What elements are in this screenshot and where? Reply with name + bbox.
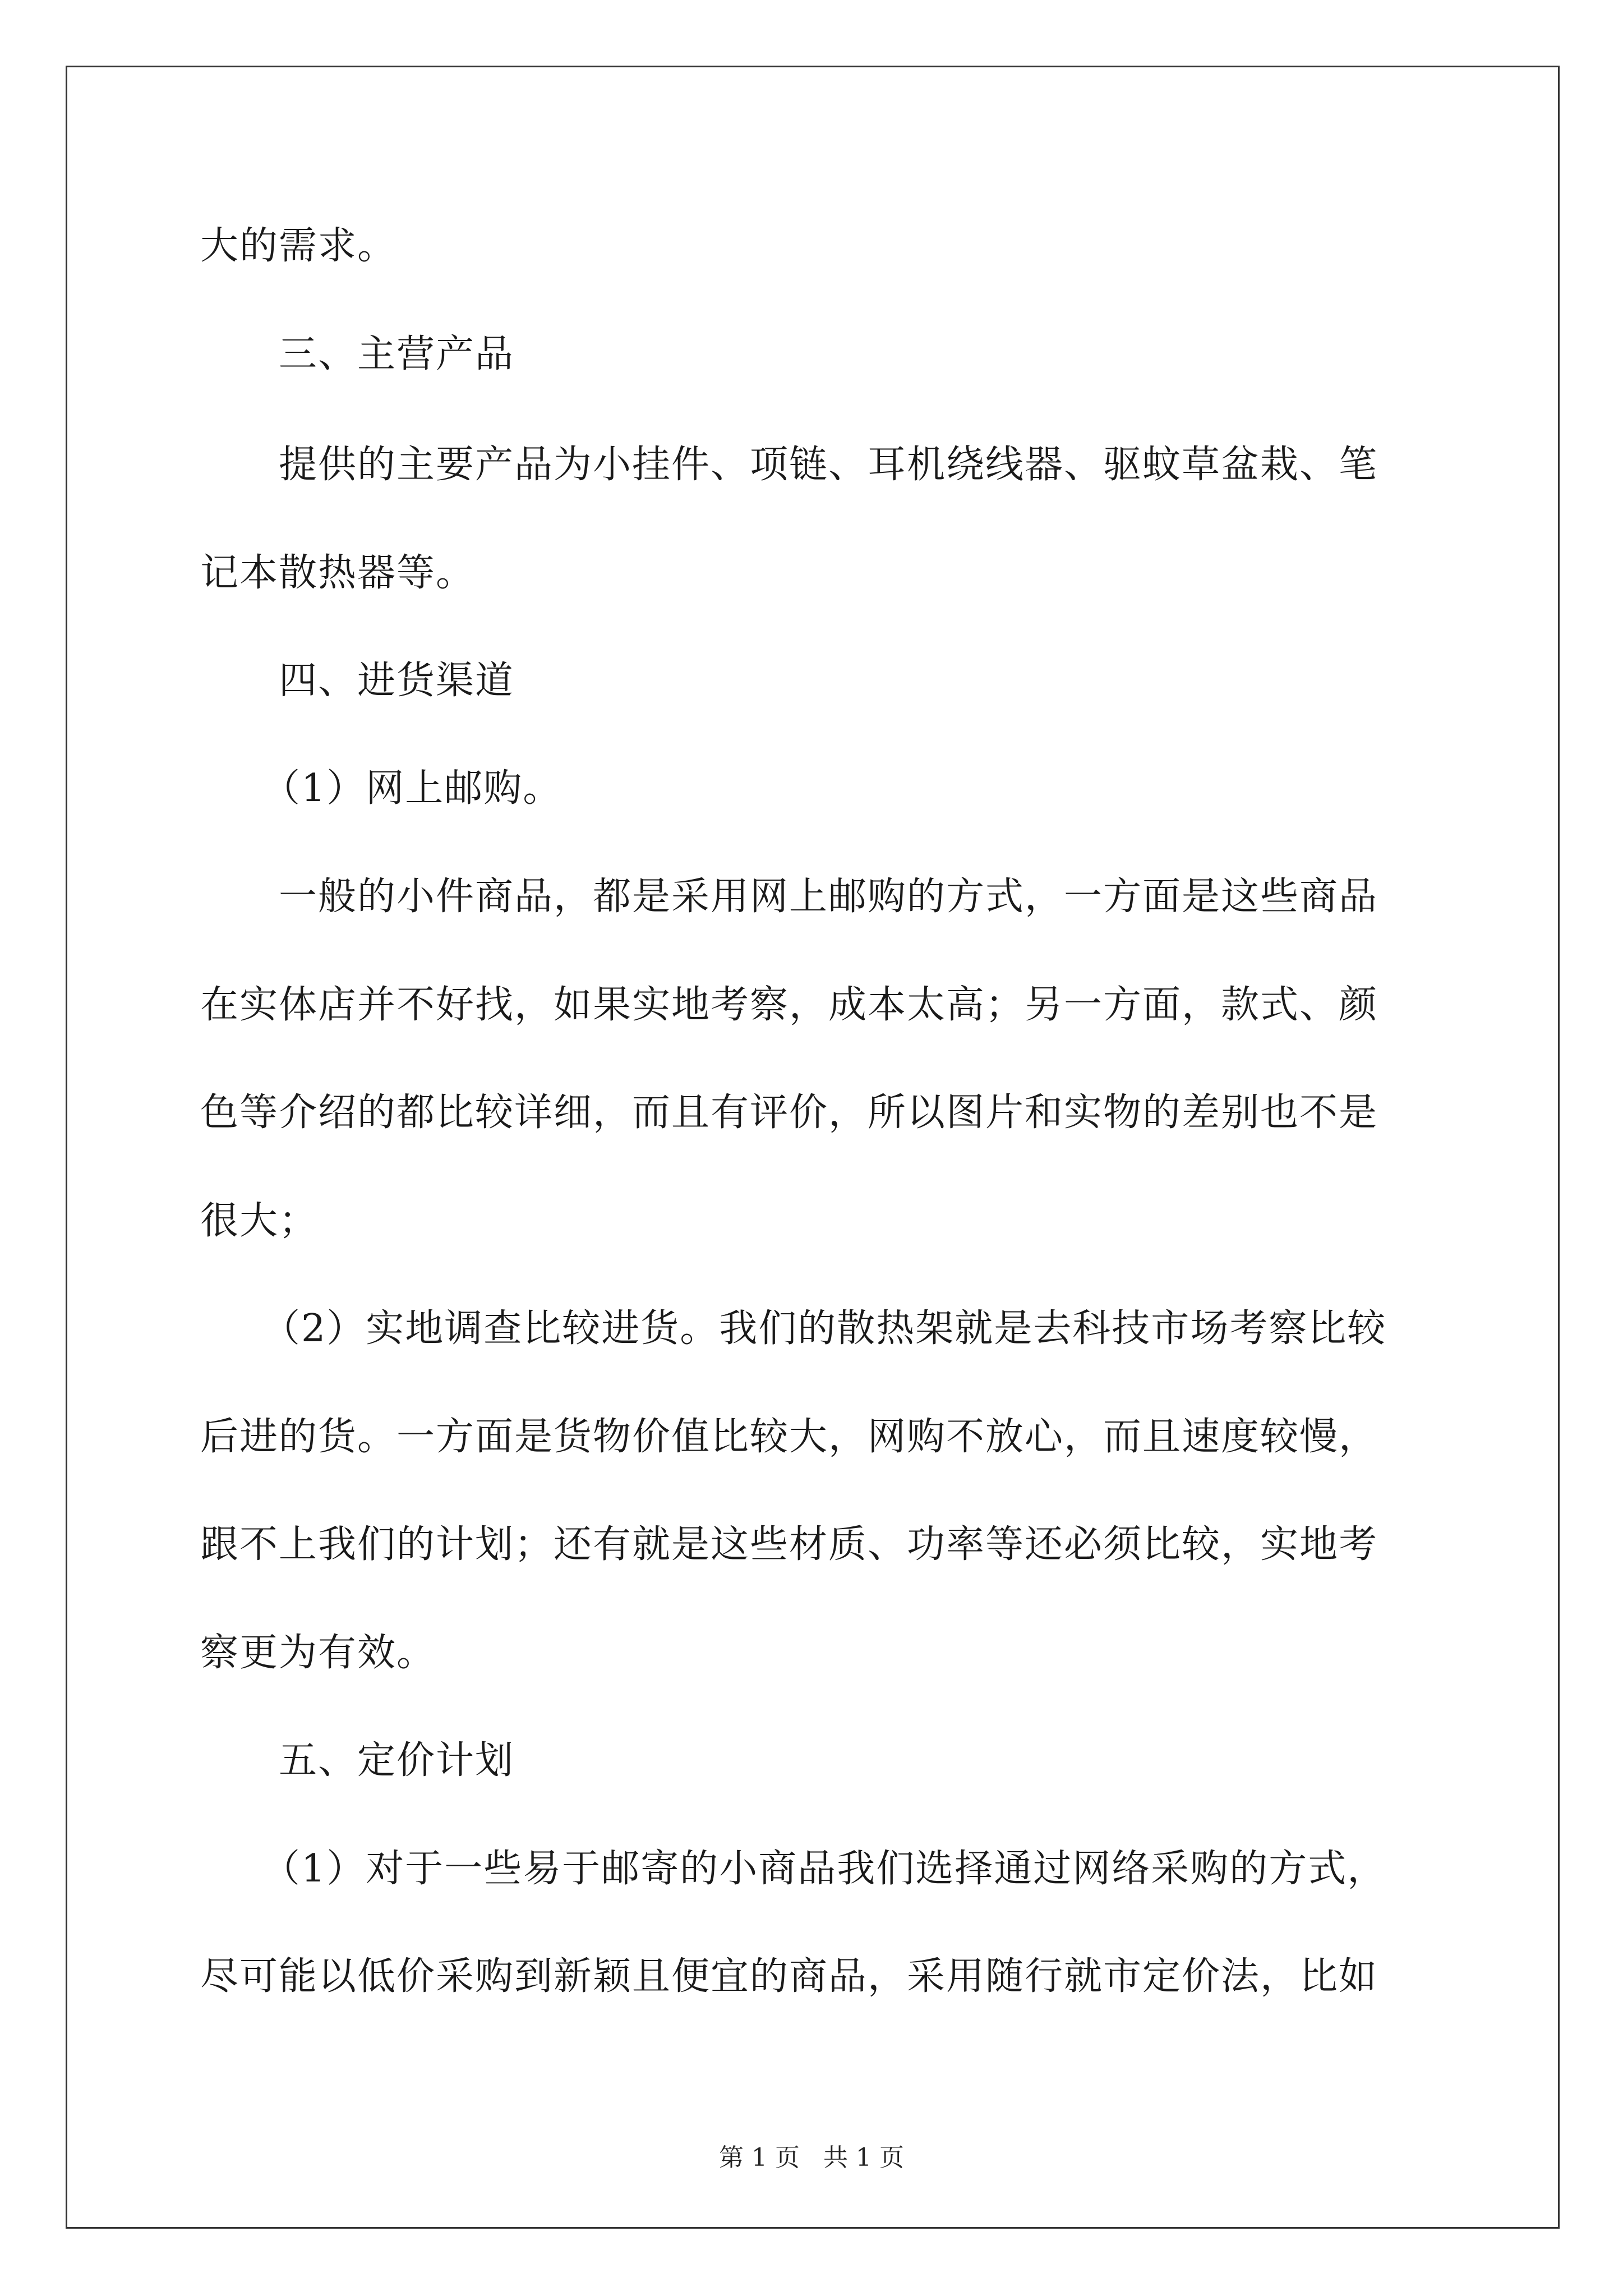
text-line: 记本散热器等。 (200, 551, 476, 595)
section-heading: 五、定价计划 (279, 1738, 515, 1783)
text-line: 大的需求。 (200, 224, 397, 268)
page-border (66, 66, 1560, 2229)
text-line: （2）实地调查比较进货。我们的散热架就是去科技市场考察比较 (262, 1306, 1387, 1351)
text-line: 跟不上我们的计划；还有就是这些材质、功率等还必须比较，实地考 (200, 1522, 1378, 1567)
text-line: 尽可能以低价采购到新颖且便宜的商品，采用随行就市定价法，比如 (200, 1954, 1378, 1999)
text-line: 一般的小件商品，都是采用网上邮购的方式，一方面是这些商品 (279, 875, 1378, 919)
section-heading: 三、主营产品 (279, 332, 515, 376)
section-heading: 四、进货渠道 (279, 659, 515, 703)
text-line: 色等介绍的都比较详细，而且有评价，所以图片和实物的差别也不是 (200, 1091, 1378, 1135)
text-line: （1）对于一些易于邮寄的小商品我们选择通过网络采购的方式， (262, 1847, 1387, 1891)
text-line: 在实体店并不好找，如果实地考察，成本太高；另一方面，款式、颜 (200, 983, 1378, 1027)
text-line: 察更为有效。 (200, 1631, 436, 1675)
subsection-heading: （1）网上邮购。 (262, 766, 562, 811)
text-line: 后进的货。一方面是货物价值比较大，网购不放心，而且速度较慢， (200, 1415, 1378, 1459)
text-line: 很大； (200, 1199, 319, 1243)
page-number-footer: 第 1 页 共 1 页 (719, 2143, 904, 2172)
text-line: 提供的主要产品为小挂件、项链、耳机绕线器、驱蚊草盆栽、笔 (279, 443, 1378, 487)
